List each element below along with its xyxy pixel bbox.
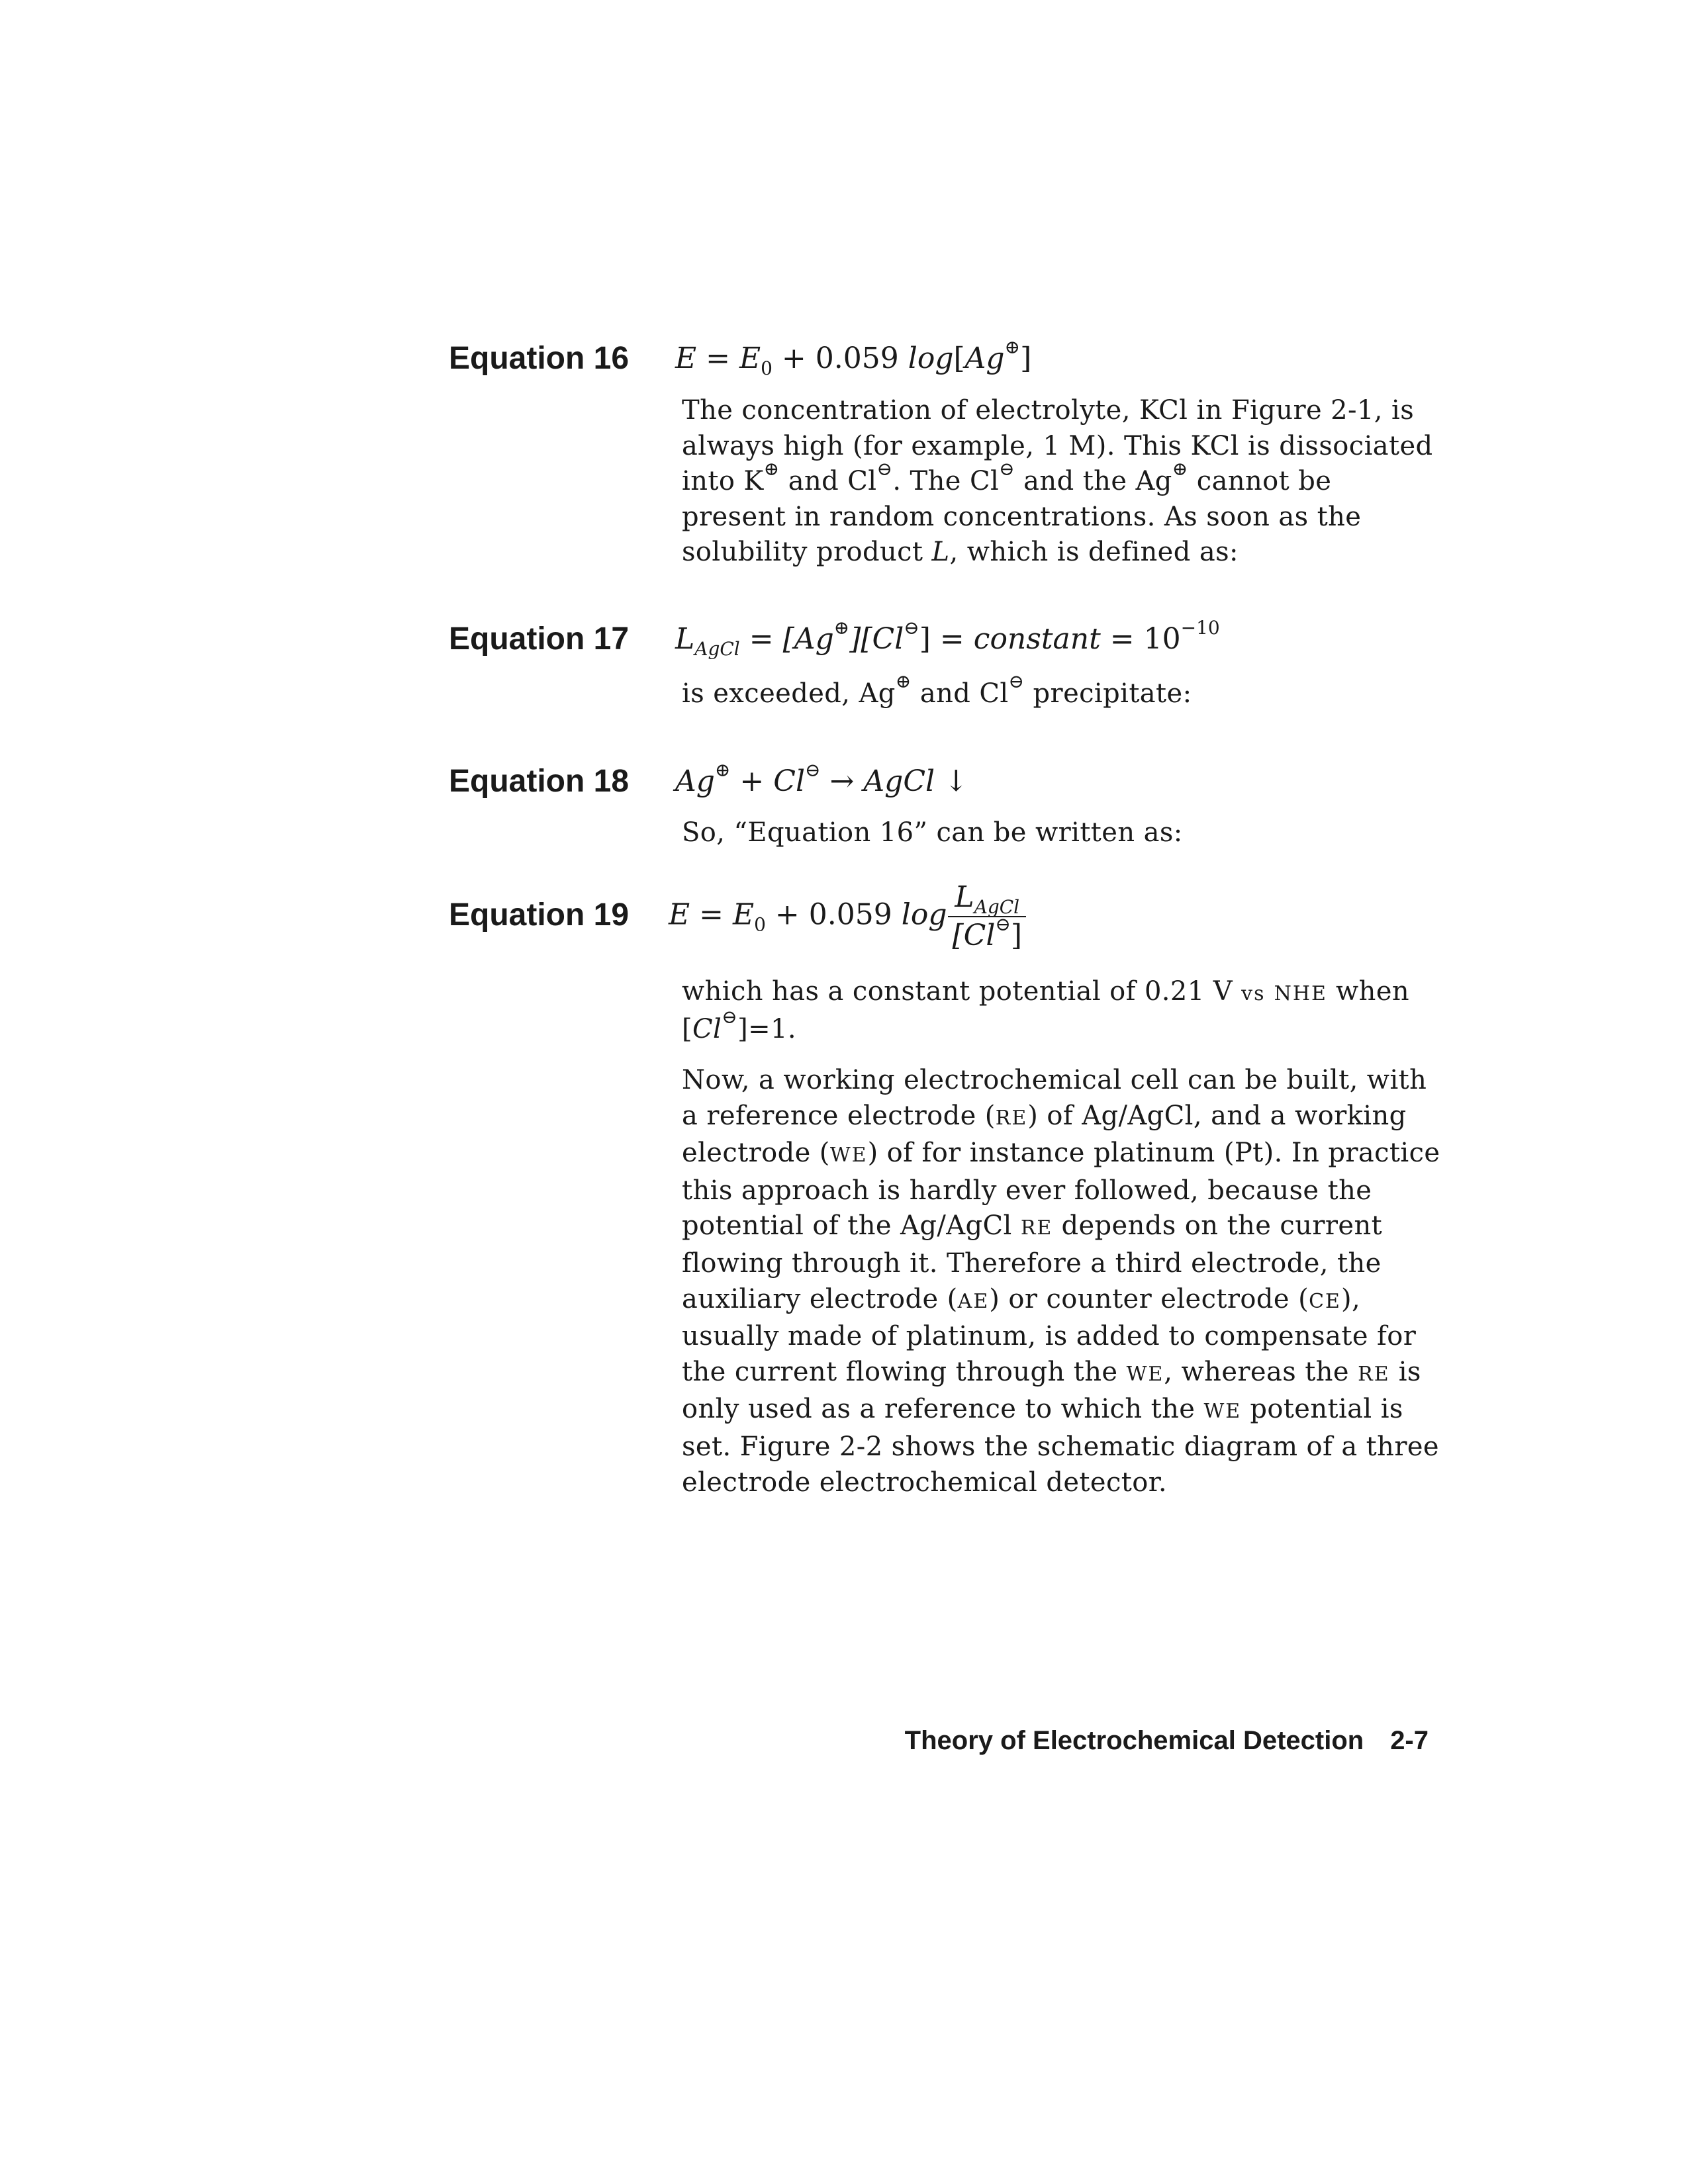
- eq16-open: [: [953, 341, 965, 375]
- eq16-log: log: [908, 341, 954, 375]
- p1-line-4: present in random concentrations. As soon as the: [682, 501, 1362, 532]
- equation-18-label: Equation 18: [449, 764, 630, 799]
- p1-line-5: solubility product L, which is defined as:: [682, 537, 1239, 568]
- p1-line-1: The concentration of electrolyte, KCl in Figure 2-1, is: [682, 395, 1415, 426]
- p5-line-10: only used as a reference to which the WE potential is: [682, 1394, 1403, 1425]
- footer-title: Theory of Electrochemical Detection: [904, 1726, 1364, 1755]
- page-number: 2-7: [1390, 1726, 1429, 1755]
- p5-line-4: this approach is hardly ever followed, because the: [682, 1175, 1372, 1206]
- paragraph-3: [682, 815, 1443, 851]
- equation-16: $E = E_0 + 0.059$ log[Ag⊕]: [675, 336, 1032, 379]
- page-footer: [905, 1724, 1429, 1757]
- p5-line-1: Now, a working electrochemical cell can be built, with: [682, 1065, 1427, 1095]
- eq16-coef: + 0.059: [781, 341, 899, 375]
- eq16-lhs: E: [675, 341, 697, 375]
- p5-line-3: electrode (WE) of for instance platinum (Pt). In practice: [682, 1138, 1440, 1169]
- eq16-ion-sup: ⊕: [1004, 336, 1021, 358]
- eq16-e0-sub: 0: [761, 357, 773, 379]
- p5-line-7: auxiliary electrode (AE) or counter electrode (CE),: [682, 1283, 1361, 1314]
- eq16-ion: Ag: [964, 341, 1005, 375]
- p1-line-2: always high (for example, 1 M). This KCl is dissociated: [682, 430, 1433, 461]
- p3-line-1: So, “Equation 16” can be written as:: [682, 817, 1183, 848]
- paragraph-1: [682, 393, 1443, 570]
- paragraph-2: [682, 670, 1443, 712]
- p5-line-12: electrode electrochemical detector.: [682, 1467, 1167, 1498]
- equation-19-label: Equation 19: [449, 897, 630, 933]
- p5-line-6: flowing through it. Therefore a third electrode, the: [682, 1248, 1382, 1279]
- p5-line-5: potential of the Ag/AgCl RE depends on the current: [682, 1210, 1383, 1242]
- eq16-close: ]: [1020, 341, 1032, 375]
- equation-19: $E = E_0 + 0.059$ log $\frac{L_{AgCl}}{[Cl^⊖]}$: [669, 880, 1026, 953]
- p5-line-2: a reference electrode (RE) of Ag/AgCl, and a working: [682, 1100, 1407, 1131]
- p1-line-3: into K⊕ and Cl⊖. The Cl⊖ and the Ag⊕ cannot be: [682, 458, 1332, 497]
- eq16-e0: E: [739, 341, 761, 375]
- p5-line-8: usually made of platinum, is added to compensate for: [682, 1321, 1417, 1352]
- equation-18: Ag⊕ + Cl⊖ → AgCl ↓: [675, 759, 968, 798]
- equation-17: $L_{AgCl} = [Ag^\oplus][Cl^⊖]$ = constant = $10^{-10}$: [675, 617, 1220, 660]
- paragraph-5: [682, 1063, 1443, 1500]
- p4-line-1: which has a constant potential of 0.21 V vs NHE when: [682, 976, 1410, 1007]
- equation-17-label: Equation 17: [449, 621, 630, 657]
- eq19-fraction: $\frac{L_{AgCl}}{[Cl^⊖]}$: [948, 880, 1026, 953]
- p5-line-9: the current flowing through the WE, whereas the RE is: [682, 1356, 1421, 1387]
- p2-line-1: is exceeded, Ag⊕ and Cl⊖ precipitate:: [682, 670, 1192, 709]
- paragraph-4: [682, 974, 1443, 1047]
- equation-16-label: Equation 16: [449, 341, 630, 376]
- p5-line-11: set. Figure 2-2 shows the schematic diagram of a three: [682, 1431, 1439, 1462]
- p4-line-2: [Cl⊖]=1.: [682, 1005, 796, 1044]
